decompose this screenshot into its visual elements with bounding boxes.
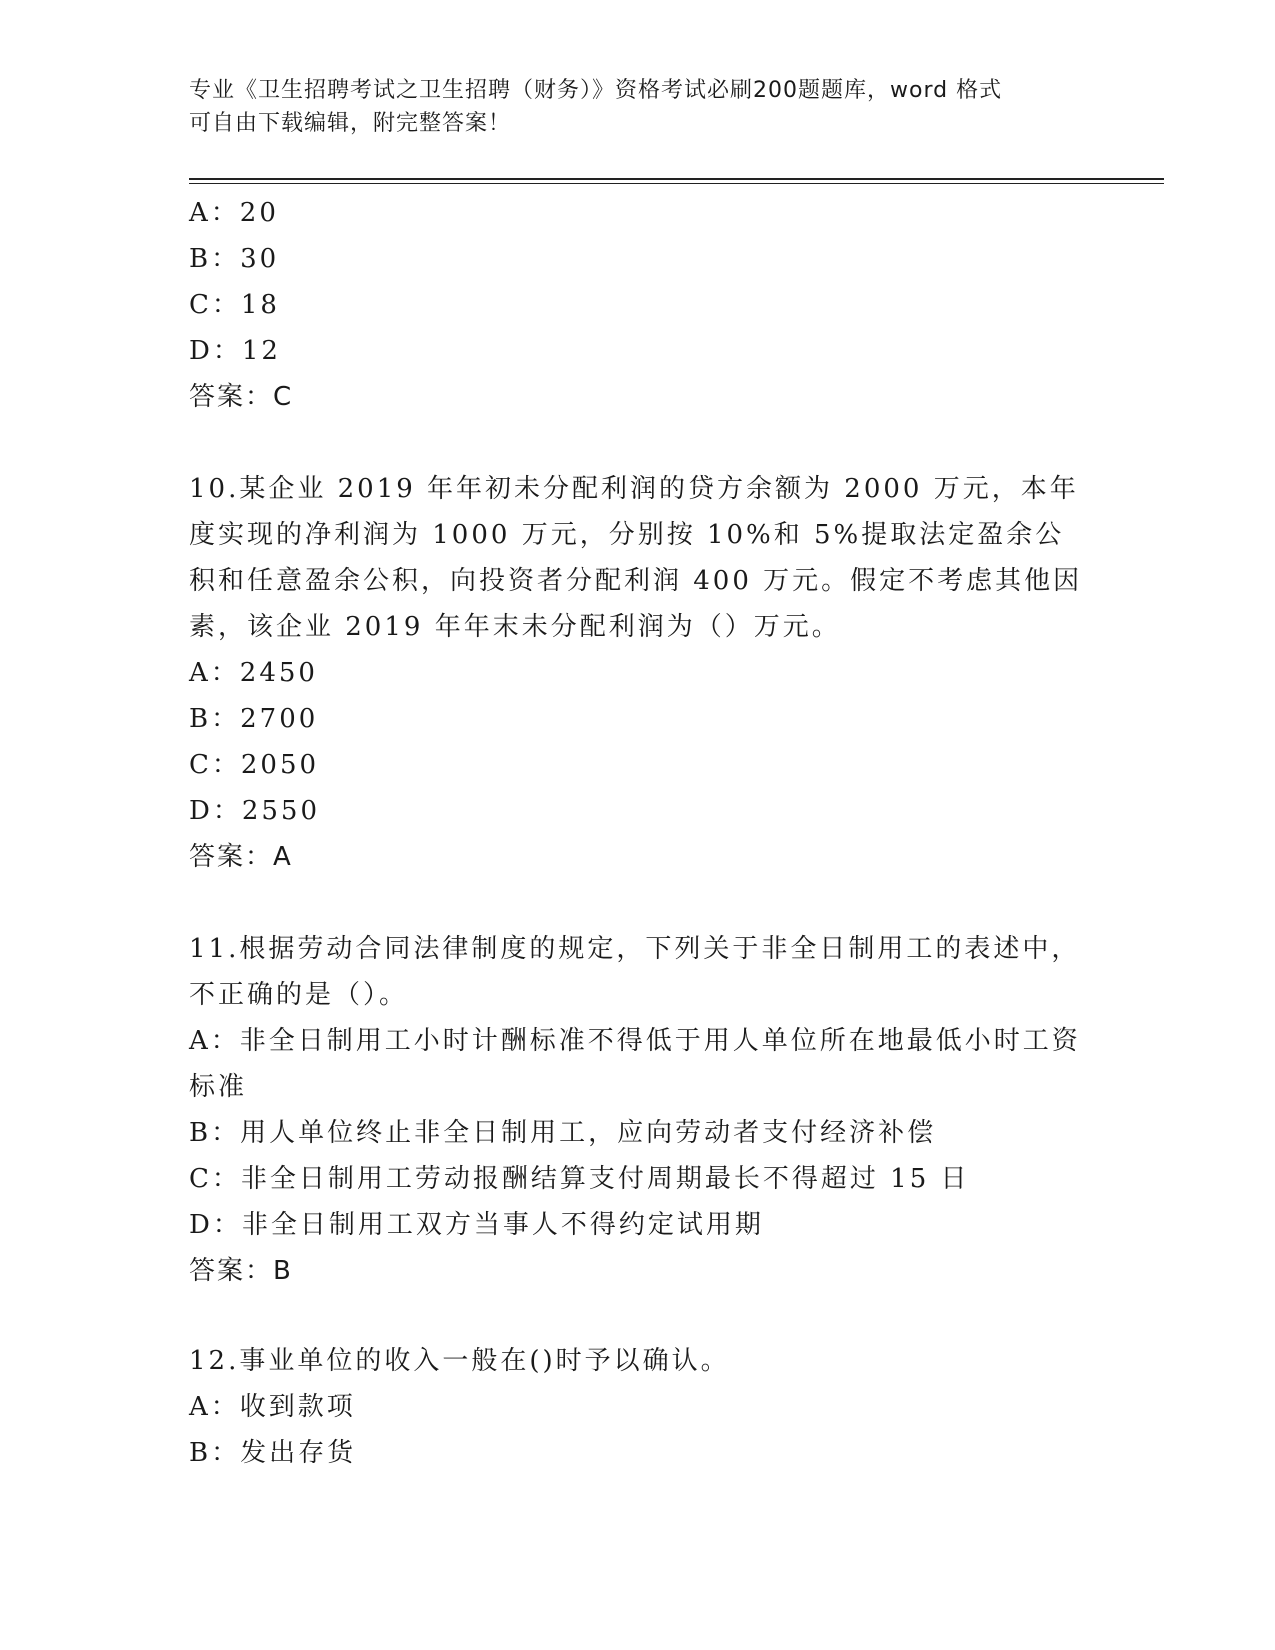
option-c: C：18 [189, 290, 280, 320]
question-9 [189, 190, 1089, 420]
question-12 [189, 1338, 1089, 1476]
spacer [189, 1294, 1089, 1338]
option-d: D：12 [189, 336, 281, 366]
option-d: D：非全日制用工双方当事人不得约定试用期 [189, 1210, 764, 1240]
answer: 答案：A [189, 842, 293, 872]
answer: 答案：C [189, 382, 294, 412]
option-a: A：非全日制用工小时计酬标准不得低于用人单位所在地最低小时工资标准 [189, 1026, 1081, 1102]
option-b: B：用人单位终止非全日制用工，应向劳动者支付经济补偿 [189, 1118, 937, 1148]
answer: 答案：B [189, 1256, 293, 1286]
option-d: D：2550 [189, 796, 321, 826]
option-c: C：2050 [189, 750, 320, 780]
option-a: A：20 [189, 198, 279, 228]
document-header [189, 74, 1089, 140]
question-11 [189, 926, 1089, 1294]
option-b: B：30 [189, 244, 280, 274]
header-line-1: 专业《卫生招聘考试之卫生招聘（财务）》资格考试必刷200题题库，word 格式 [189, 78, 1003, 103]
question-text: 12.事业单位的收入一般在()时予以确认。 [189, 1346, 730, 1376]
question-list [189, 190, 1089, 1476]
question-text: 11.根据劳动合同法律制度的规定，下列关于非全日制用工的表述中，不正确的是（）。 [189, 934, 1081, 1010]
question-10 [189, 466, 1089, 880]
option-a: A：收到款项 [189, 1392, 356, 1422]
spacer [189, 880, 1089, 926]
spacer [189, 420, 1089, 466]
option-b: B：2700 [189, 704, 319, 734]
question-text: 10.某企业 2019 年年初未分配利润的贷方余额为 2000 万元，本年度实现的净利润为 1000 万元，分别按 10%和 5%提取法定盈余公积和任意盈余公积，向投资者分配利润 400 万元。假定不考虑其他因素，该企业 2019 年年末未分配利润为（）万元。 [189, 474, 1083, 642]
header-divider-thick [189, 178, 1164, 180]
option-a: A：2450 [189, 658, 318, 688]
option-c: C：非全日制用工劳动报酬结算支付周期最长不得超过 15 日 [189, 1164, 970, 1194]
header-divider-thin [189, 183, 1164, 184]
header-line-2: 可自由下载编辑，附完整答案！ [189, 111, 512, 136]
option-b: B：发出存货 [189, 1438, 357, 1468]
